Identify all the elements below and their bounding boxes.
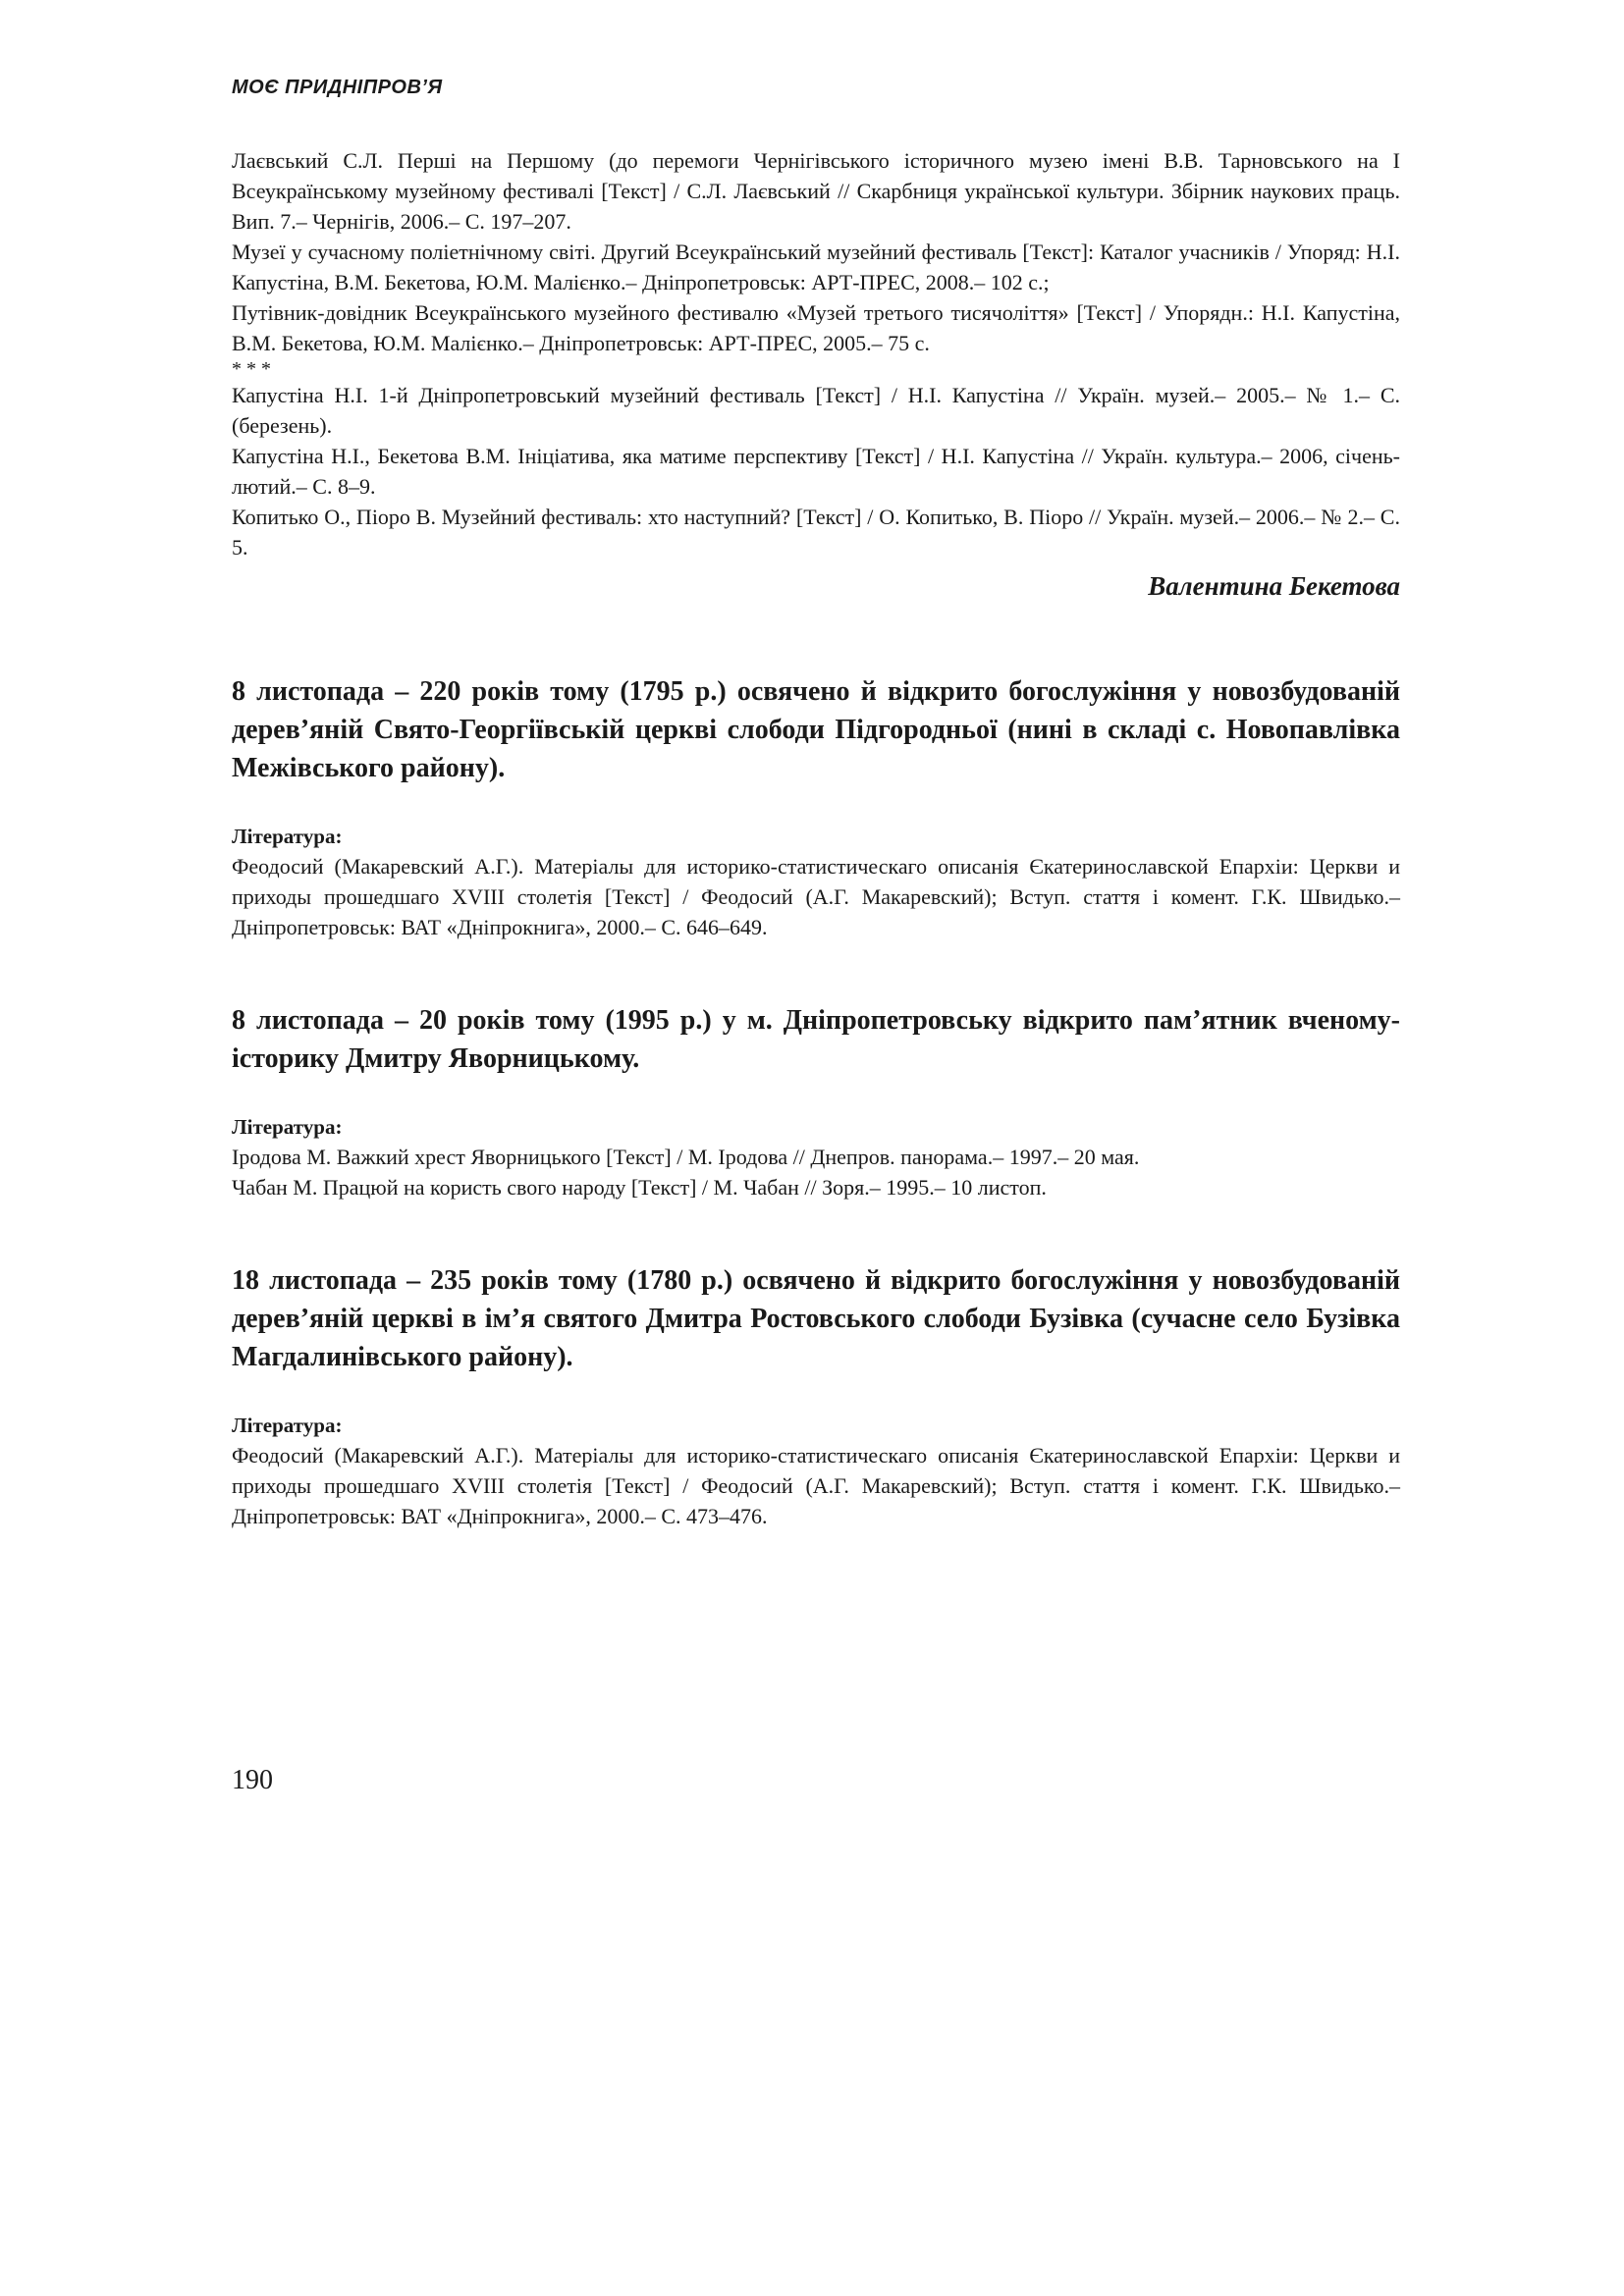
page-content <box>232 145 1400 1531</box>
literature-heading: Література: <box>232 1115 343 1139</box>
literature-block <box>232 1113 1400 1202</box>
top-references <box>232 145 1400 604</box>
calendar-entry <box>232 1001 1400 1202</box>
literature-heading: Література: <box>232 1414 343 1437</box>
section-separator: * * * <box>232 358 271 380</box>
running-header: МОЄ ПРИДНІПРОВ’Я <box>232 77 443 98</box>
calendar-entry <box>232 672 1400 942</box>
author-signature: Валентина Бекетова <box>1148 571 1400 601</box>
reference-item: Копитько О., Піоро В. Музейний фестиваль: хто наступний? [Текст] / О. Копитько, В. Піоро // Україн. музей.– 2006.– № 2.– С. 5. <box>232 505 1400 560</box>
entry-title: 18 листопада – 235 років тому (1780 р.) освячено й відкрито богослужіння у новозбудованій дерев’яній церкві в ім’я святого Дмитра Ростовського слободи Бузівка (сучасне село Бузівка Магдалинівського району). <box>232 1265 1400 1372</box>
literature-item: Іродова М. Важкий хрест Яворницького [Текст] / М. Іродова // Днепров. панорама.– 1997.– 20 мая. <box>232 1145 1140 1169</box>
literature-item: Чабан М. Працюй на користь свого народу [Текст] / М. Чабан // Зоря.– 1995.– 10 листоп. <box>232 1175 1047 1200</box>
reference-item: Капустіна Н.І. 1-й Дніпропетровський музейний фестиваль [Текст] / Н.І. Капустіна // Україн. музей.– 2005.– № 1.– С. (березень). <box>232 383 1400 438</box>
literature-heading: Література: <box>232 825 343 848</box>
reference-item: Путівник-довідник Всеукраїнського музейного фестивалю «Музей третього тисячоліття» [Текст] / Упорядн.: Н.І. Капустіна, В.М. Бекетова, Ю.М. Малієнко.– Дніпропетровськ: АРТ-ПРЕС, 2005.– 75 с. <box>232 300 1400 355</box>
reference-item: Музеї у сучасному поліетнічному світі. Другий Всеукраїнський музейний фестиваль [Текст]: Каталог учасників / Упоряд: Н.І. Капустіна, В.М. Бекетова, Ю.М. Малієнко.– Дніпропетровськ: АРТ-ПРЕС, 2008.– 102 с.; <box>232 240 1400 294</box>
reference-item: Лаєвський С.Л. Перші на Першому (до перемоги Чернігівського історичного музею імені В.В. Тарновського на І Всеукраїнському музейному фестивалі [Текст] / С.Л. Лаєвський // Скарбниця української культури. Збірник наукових праць. Вип. 7.– Чернігів, 2006.– С. 197–207. <box>232 148 1400 234</box>
page-number: 190 <box>232 1765 273 1795</box>
literature-item: Феодосий (Макаревский А.Г.). Матеріалы для историко-статистическаго описанія Єкатеринославской Епархіи: Церкви и приходы прошедшаго XVIII столетія [Текст] / Феодосий (А.Г. Макаревский); Вступ. стаття і комент. Г.К. Швидько.– Дніпропетровськ: ВАТ «Дніпрокнига», 2000.– С. 646–649. <box>232 854 1400 939</box>
literature-block <box>232 1412 1400 1531</box>
literature-item: Феодосий (Макаревский А.Г.). Матеріалы для историко-статистическаго описанія Єкатеринославской Епархіи: Церкви и приходы прошедшаго XVIII столетія [Текст] / Феодосий (А.Г. Макаревский); Вступ. стаття і комент. Г.К. Швидько.– Дніпропетровськ: ВАТ «Дніпрокнига», 2000.– С. 473–476. <box>232 1443 1400 1528</box>
reference-item: Капустіна Н.І., Бекетова В.М. Ініціатива, яка матиме перспективу [Текст] / Н.І. Капустіна // Україн. культура.– 2006, січень-лютий.– С. 8–9. <box>232 444 1400 499</box>
entry-title: 8 листопада – 20 років тому (1995 р.) у м. Дніпропетровську відкрито пам’ятник вченому-історику Дмитру Яворницькому. <box>232 1005 1400 1074</box>
literature-block <box>232 823 1400 942</box>
entry-title: 8 листопада – 220 років тому (1795 р.) освячено й відкрито богослужіння у новозбудованій дерев’яній Свято-Георгіївській церкві слободи Підгородньої (нині в складі с. Новопавлівка Межівського району). <box>232 676 1400 783</box>
calendar-entry <box>232 1261 1400 1531</box>
